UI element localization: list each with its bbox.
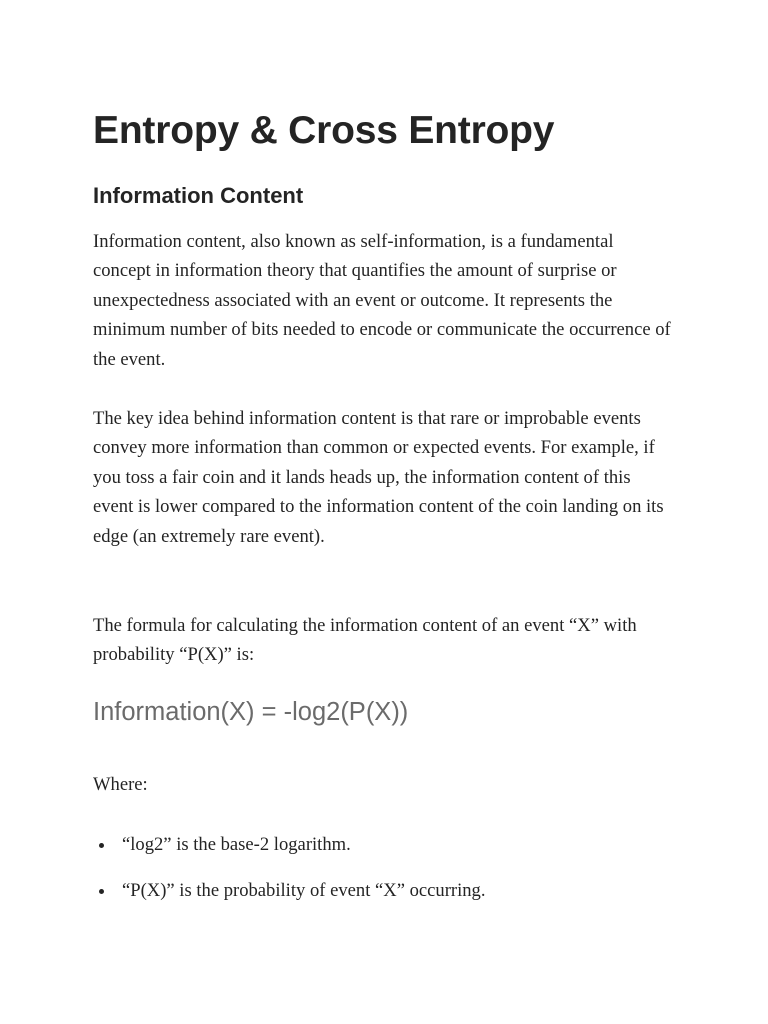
paragraph-1: Information content, also known as self-information, is a fundamental concept in information theory that quantifies the amount of surprise or unexpectedness associated with an event or outcome. It represents the minimum number of bits needed to encode or communicate the occurrence of the event. [93, 231, 671, 370]
paragraph-2: The key idea behind information content is that rare or improbable events convey more information than common or expected events. For example, if you toss a fair coin and it lands heads up, the information content of this event is lower compared to the information content of the coin landing on its edge (an extremely rare event). [93, 408, 664, 547]
section-heading: Information Content [93, 183, 304, 208]
list-item [93, 876, 673, 905]
bullet-dot-icon [99, 889, 104, 894]
formula: Information(X) = -log2(P(X)) [93, 698, 409, 726]
bullet-list [93, 830, 673, 923]
bullet-dot-icon [99, 843, 104, 848]
page-title: Entropy & Cross Entropy [93, 109, 555, 152]
where-label: Where: [93, 774, 148, 795]
list-item-text: “P(X)” is the probability of event “X” occurring. [122, 880, 486, 902]
paragraph-3: The formula for calculating the information content of an event “X” with probability “P(X)” is: [93, 615, 637, 666]
list-item-text: “log2” is the base-2 logarithm. [122, 834, 351, 855]
list-item [93, 830, 673, 859]
